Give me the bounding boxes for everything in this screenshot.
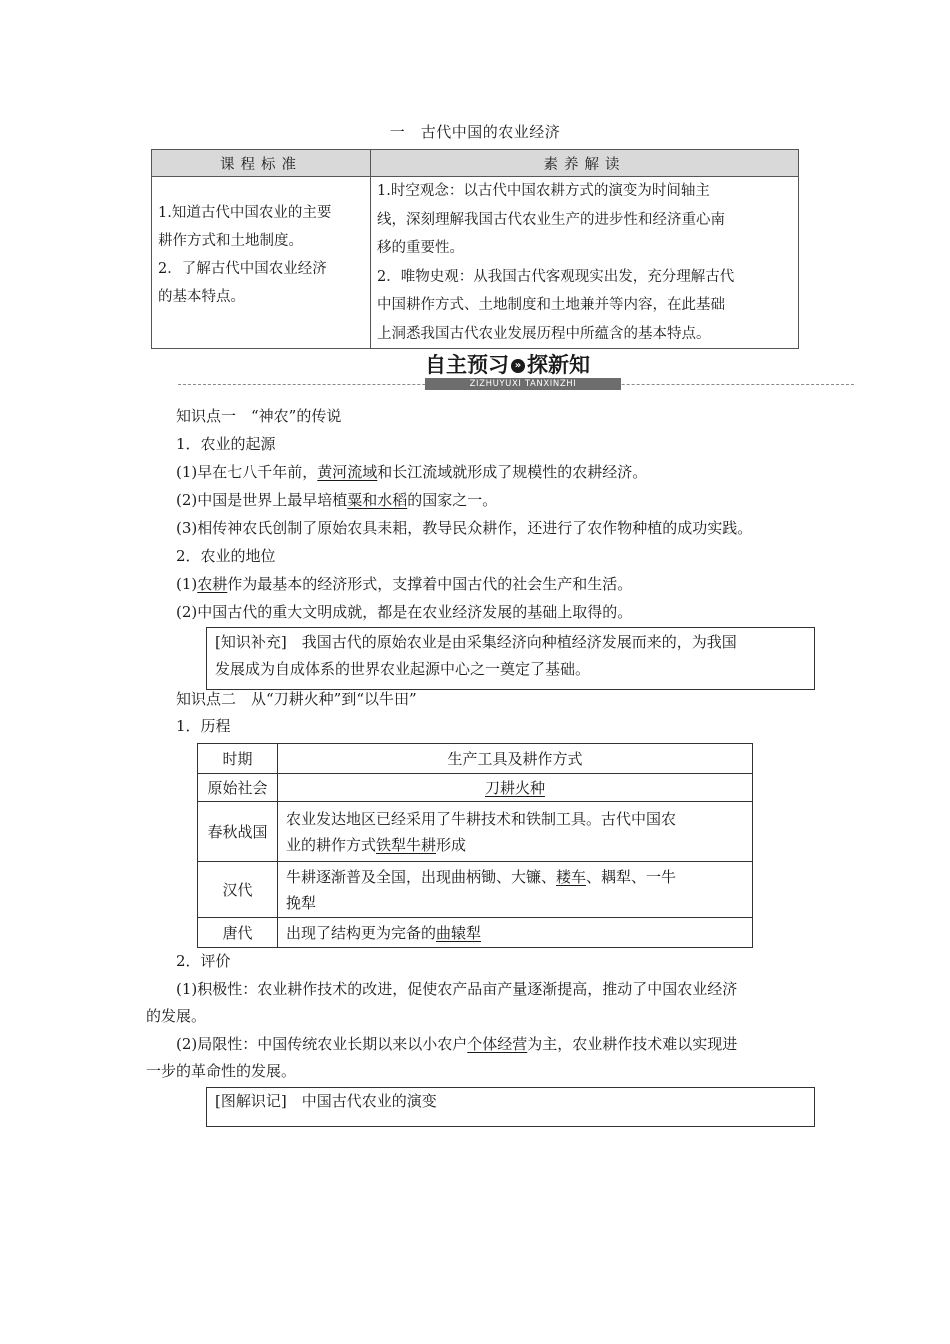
answer-blank: 个体经营 xyxy=(467,1035,528,1053)
banner-subtitle: ZIZHUYUXI TANXINZHI xyxy=(425,378,621,390)
interpretation-line: 中国耕作方式、土地制度和土地兼并等内容，在此基础 xyxy=(377,297,725,313)
kp1-item1 xyxy=(176,462,647,482)
banner-title-part1: 自主预习 xyxy=(425,353,509,377)
text: 业的耕作方式 xyxy=(286,835,377,854)
kp1-section2-title: 2．农业的地位 xyxy=(176,547,276,565)
text: (2)中国是世界上最早培植 xyxy=(176,491,348,509)
content-line xyxy=(286,864,744,890)
page-title: 一 古代中国的农业经济 xyxy=(389,123,561,141)
interpretation-line: 2．唯物史观：从我国古代客观现实出发，充分理解古代 xyxy=(377,268,735,285)
diagram-note-box xyxy=(206,1087,815,1127)
text: (1)早在七八千年前， xyxy=(176,463,318,481)
evaluation-item1-line2: 的发展。 xyxy=(146,1007,207,1025)
interpretation-line: 上洞悉我国古代农业发展历程中所蕴含的基本特点。 xyxy=(377,325,711,342)
answer-blank: 耧车 xyxy=(556,867,587,886)
banner-title-part2: 探新知 xyxy=(527,353,590,377)
standards-line: 1.知道古代中国农业的主要 xyxy=(158,205,332,221)
header-standards: 课程标准 xyxy=(152,150,371,177)
answer-blank: 农耕 xyxy=(197,575,228,593)
header-period: 时期 xyxy=(198,744,278,774)
standards-line: 2．了解古代中国农业经济 xyxy=(158,261,327,277)
period-cell: 汉代 xyxy=(198,862,278,918)
kp2-section2-title: 2．评价 xyxy=(176,952,231,970)
content-cell xyxy=(278,918,753,948)
kp2-heading: 知识点二 从“刀耕火种”到“以牛田” xyxy=(176,690,417,708)
standards-line: 耕作方式和土地制度。 xyxy=(158,233,303,249)
text: 作为最基本的经济形式，支撑着中国古代的社会生产和生活。 xyxy=(227,575,633,593)
note-line: [知识补充] 我国古代的原始农业是由采集经济向种植经济发展而来的，为我国 xyxy=(215,633,737,651)
evaluation-item2-line2: 一步的革命性的发展。 xyxy=(146,1062,297,1080)
answer-blank: 刀耕火种 xyxy=(484,778,545,797)
text: 、耦犁、一牛 xyxy=(586,867,677,886)
kp1-item2 xyxy=(176,490,497,510)
content-cell xyxy=(278,802,753,862)
interpretation-line: 移的重要性。 xyxy=(377,240,464,256)
answer-blank: 粟和水稻 xyxy=(347,491,408,509)
evaluation-item1-line1: (1)积极性：农业耕作技术的改进，促使农产品亩产量逐渐提高，推动了中国农业经济 xyxy=(176,980,738,998)
kp2-section1-title: 1．历程 xyxy=(176,717,231,735)
note-line: 发展成为自成体系的世界农业起源中心之一奠定了基础。 xyxy=(215,660,591,678)
kp1-item3: (3)相传神农氏创制了原始农具耒耜，教导民众耕作，还进行了农作物种植的成功实践。 xyxy=(176,519,753,537)
period-cell: 唐代 xyxy=(198,918,278,948)
interpretation-line: 线，深刻理解我国古代农业生产的进步性和经济重心南 xyxy=(377,211,725,228)
answer-blank: 曲辕犁 xyxy=(436,923,482,942)
text: 出现了结构更为完备的 xyxy=(286,923,437,942)
standards-cell xyxy=(152,177,371,349)
history-table xyxy=(197,743,753,948)
text: (1) xyxy=(176,575,198,593)
text: 为主，农业耕作技术难以实现进 xyxy=(527,1035,738,1053)
interpretation-cell xyxy=(371,177,799,349)
content-line xyxy=(286,832,744,858)
kp1-item5: (2)中国古代的重大文明成就，都是在农业经济发展的基础上取得的。 xyxy=(176,603,633,621)
content-line: 农业发达地区已经采用了牛耕技术和铁制工具。古代中国农 xyxy=(286,809,677,828)
text: 牛耕逐渐普及全国，出现曲柄锄、大镰、 xyxy=(286,867,557,886)
content-line: 挽犁 xyxy=(286,893,317,912)
header-content: 生产工具及耕作方式 xyxy=(278,744,753,774)
text: 形成 xyxy=(436,835,467,854)
content-cell xyxy=(278,862,753,918)
standards-table xyxy=(151,149,799,349)
answer-blank: 黄河流域 xyxy=(317,463,378,481)
knowledge-supplement-box xyxy=(206,627,815,690)
text: (2)局限性：中国传统农业长期以来以小农户 xyxy=(176,1035,468,1053)
note-line: [图解识记] 中国古代农业的演变 xyxy=(215,1092,437,1110)
section-banner xyxy=(425,352,621,392)
standards-line: 的基本特点。 xyxy=(158,289,245,305)
evaluation-item2-line1 xyxy=(176,1034,737,1054)
header-interpretation: 素养解读 xyxy=(371,150,799,177)
answer-blank: 铁犁牛耕 xyxy=(376,835,437,854)
kp1-item4 xyxy=(176,574,632,594)
kp1-heading: 知识点一 “神农”的传说 xyxy=(176,407,342,425)
kp1-section1-title: 1．农业的起源 xyxy=(176,435,276,453)
period-cell: 春秋战国 xyxy=(198,802,278,862)
text: 的国家之一。 xyxy=(407,491,498,509)
content-cell xyxy=(278,774,753,802)
text: 和长江流域就形成了规模性的农耕经济。 xyxy=(377,463,648,481)
interpretation-line: 1.时空观念：以古代中国农耕方式的演变为时间轴主 xyxy=(377,183,710,199)
arrow-icon: » xyxy=(511,359,525,373)
period-cell: 原始社会 xyxy=(198,774,278,802)
